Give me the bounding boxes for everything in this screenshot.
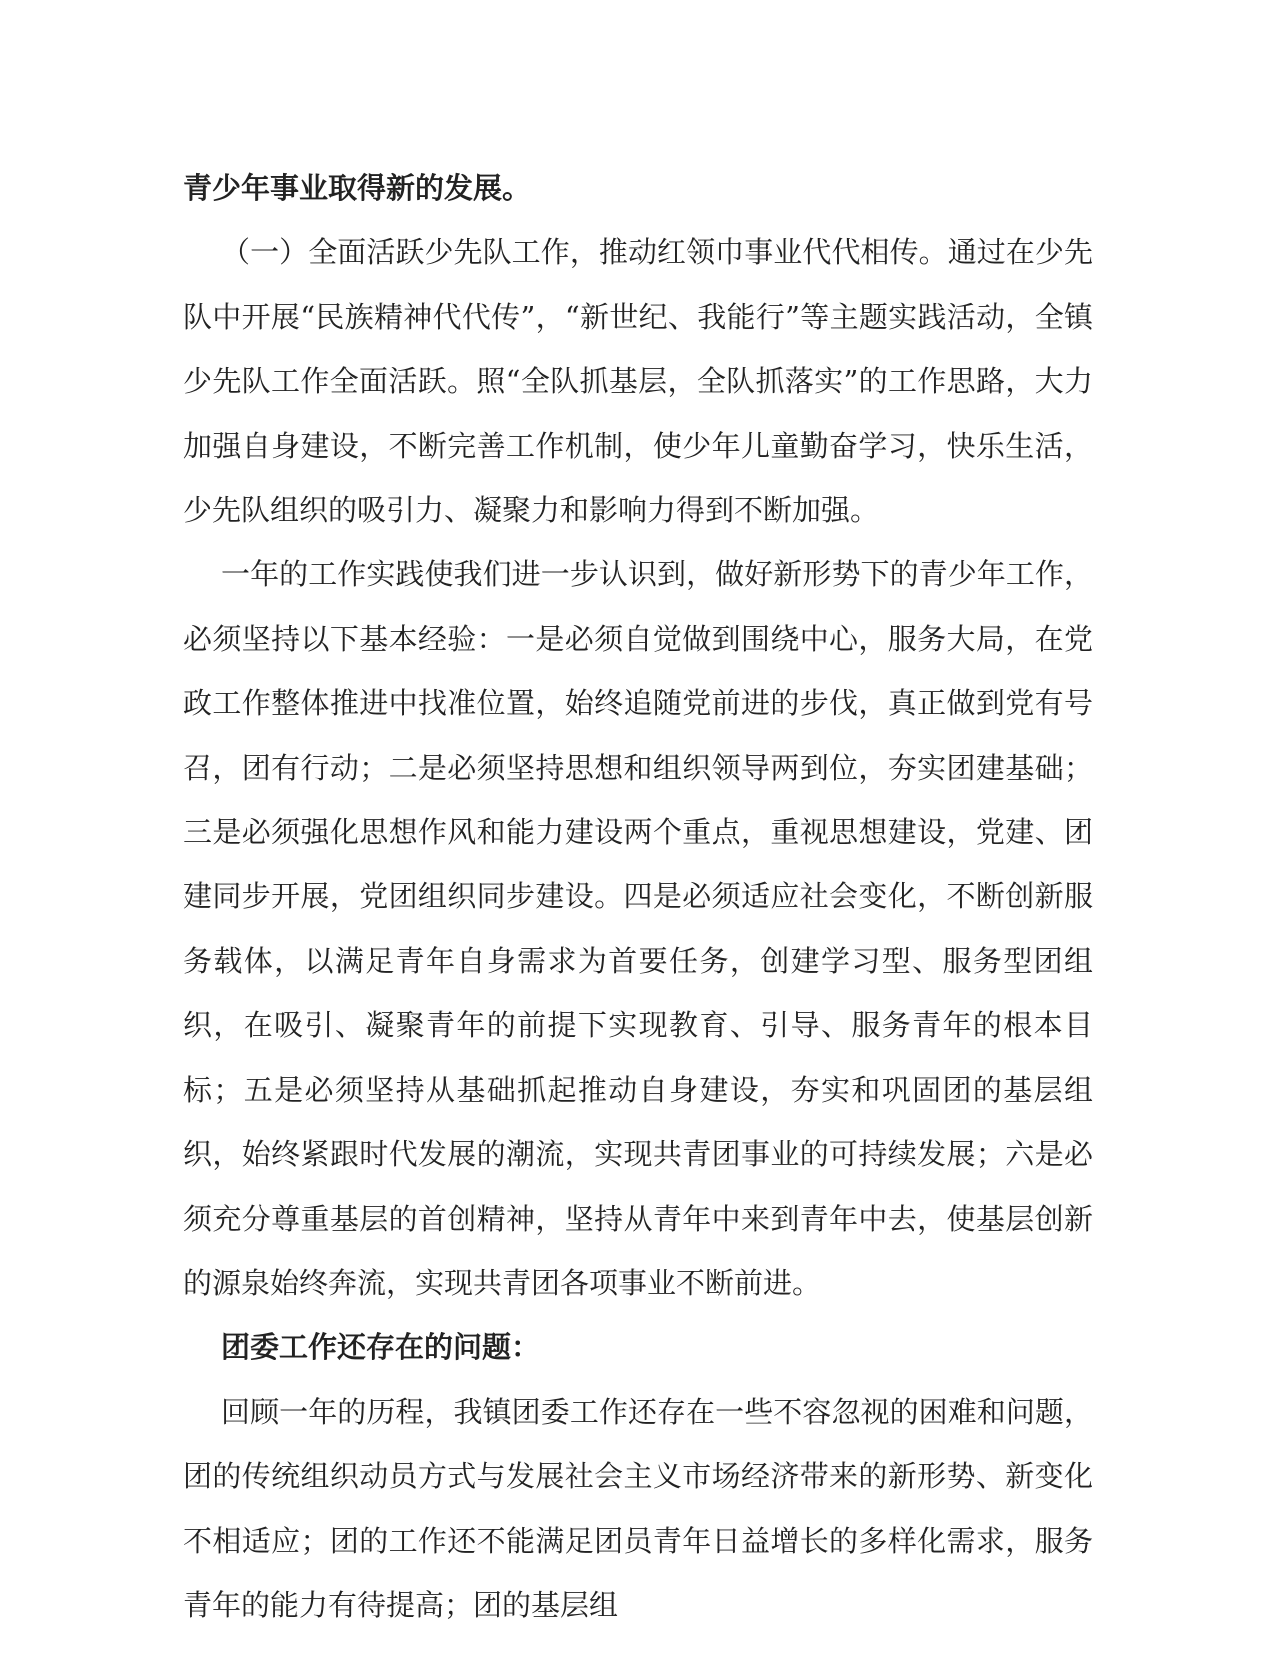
problems-heading: 团委工作还存在的问题： — [221, 1330, 541, 1365]
young-pioneers-paragraph: （一）全面活跃少先队工作，推动红领巾事业代代相传。通过在少先队中开展“民族精神代代传”，“新世纪、我能行”等主题实践活动，全镇少先队工作全面活跃。照“全队抓基层，全队抓落实”的工作思路，大力加强自身建设，不断完善工作机制，使少年儿童勤奋学习，快乐生活，少先队组织的吸引力、凝聚力和影响力得到不断加强。 — [183, 235, 1093, 528]
continued-paragraph-ending: 青少年事业取得新的发展。 — [183, 171, 532, 205]
body-text — [183, 156, 1093, 1637]
problems-paragraph: 回顾一年的历程，我镇团委工作还存在一些不容忽视的困难和问题，团的传统组织动员方式与发展社会主义市场经济带来的新形势、新变化不相适应；团的工作还不能满足团员青年日益增长的多样化需求，服务青年的能力有待提高；团的基层组 — [183, 1394, 1093, 1622]
basic-experience-paragraph: 一年的工作实践使我们进一步认识到，做好新形势下的青少年工作，必须坚持以下基本经验：一是必须自觉做到围绕中心，服务大局，在党政工作整体推进中找准位置，始终追随党前进的步伐，真正做到党有号召，团有行动；二是必须坚持思想和组织领导两到位，夯实团建基础；三是必须强化思想作风和能力建设两个重点，重视思想建设，党建、团建同步开展，党团组织同步建设。四是必须适应社会变化，不断创新服务载体，以满足青年自身需求为首要任务，创建学习型、服务型团组织，在吸引、凝聚青年的前提下实现教育、引导、服务青年的根本目标；五是必须坚持从基础抓起推动自身建设，夯实和巩固团的基层组织，始终紧跟时代发展的潮流，实现共青团事业的可持续发展；六是必须充分尊重基层的首创精神，坚持从青年中来到青年中去，使基层创新的源泉始终奔流，实现共青团各项事业不断前进。 — [183, 557, 1093, 1300]
